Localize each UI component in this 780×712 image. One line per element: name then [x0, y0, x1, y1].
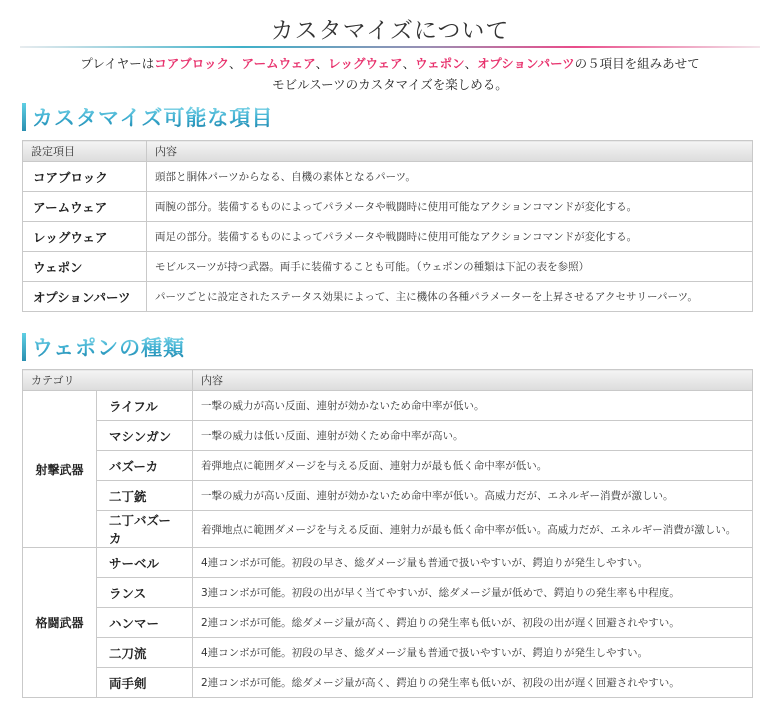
table-row — [23, 548, 753, 578]
weapon-desc: 一撃の威力が高い反面、連射が効かないため命中率が低い。 — [193, 391, 753, 421]
intro-sep: 、 — [315, 56, 329, 71]
weapon-desc: 3連コンボが可能。初段の出が早く当てやすいが、総ダメージ量が低めで、鍔迫りの発生率も中程度。 — [193, 578, 753, 608]
header-content: 内容 — [193, 370, 753, 391]
intro-text — [0, 53, 780, 95]
table-row — [23, 511, 753, 548]
weapon-desc: 2連コンボが可能。総ダメージ量が高く、鍔迫りの発生率も低いが、初段の出が遅く回避されやすい。 — [193, 608, 753, 638]
section-heading-text: カスタマイズ可能な項目 — [32, 102, 273, 132]
intro-item-weapon: ウェポン — [415, 56, 465, 71]
intro-sep: 、 — [402, 56, 416, 71]
weapon-table — [22, 369, 753, 698]
table-row — [23, 451, 753, 481]
page-title: カスタマイズについて — [270, 18, 510, 44]
weapon-desc: 着弾地点に範囲ダメージを与える反面、連射力が最も低く命中率が低い。高威力だが、エネルギー消費が激しい。 — [193, 511, 753, 548]
item-desc: モビルスーツが持つ武器。両手に装備することも可能。（ウェポンの種類は下記の表を参照） — [147, 252, 753, 282]
intro-line-1 — [0, 53, 780, 74]
intro-prefix: プレイヤーは — [80, 56, 155, 71]
section-heading-weapons — [22, 332, 185, 362]
intro-item-arm: アームウェア — [241, 56, 316, 71]
table-row — [23, 282, 753, 312]
table-row — [23, 668, 753, 698]
item-desc: 両腕の部分。装備するものによってパラメータや戦闘時に使用可能なアクションコマンドが変化する。 — [147, 192, 753, 222]
weapon-desc: 4連コンボが可能。初段の早さ、総ダメージ量も普通で扱いやすいが、鍔迫りが発生しやすい。 — [193, 638, 753, 668]
table-row — [23, 481, 753, 511]
intro-item-leg: レッグウェア — [328, 56, 403, 71]
header-item: 設定項目 — [23, 141, 147, 162]
weapon-desc: 着弾地点に範囲ダメージを与える反面、連射力が最も低く命中率が低い。 — [193, 451, 753, 481]
weapon-desc: 一撃の威力が高い反面、連射が効かないため命中率が低い。高威力だが、エネルギー消費が激しい。 — [193, 481, 753, 511]
table-row — [23, 608, 753, 638]
title-divider — [20, 46, 760, 48]
item-desc: 頭部と胴体パーツからなる、自機の素体となるパーツ。 — [147, 162, 753, 192]
category-cell: 格闘武器 — [23, 548, 97, 698]
table-row — [23, 192, 753, 222]
intro-line-2: モビルスーツのカスタマイズを楽しめる。 — [272, 77, 508, 92]
header-content: 内容 — [147, 141, 753, 162]
weapon-name: ライフル — [97, 391, 193, 421]
weapon-name: 二刀流 — [97, 638, 193, 668]
weapon-name: 二丁バズーカ — [97, 511, 193, 548]
weapon-name: バズーカ — [97, 451, 193, 481]
table-row — [23, 252, 753, 282]
section-heading-text: ウェポンの種類 — [32, 332, 185, 362]
weapon-name: 両手剣 — [97, 668, 193, 698]
item-name: レッグウェア — [23, 222, 147, 252]
section-heading-customizable — [22, 102, 273, 132]
intro-sep: 、 — [229, 56, 242, 71]
weapon-desc: 2連コンボが可能。総ダメージ量が高く、鍔迫りの発生率も低いが、初段の出が遅く回避されやすい。 — [193, 668, 753, 698]
weapon-desc: 一撃の威力は低い反面、連射が効くため命中率が高い。 — [193, 421, 753, 451]
item-name: ウェポン — [23, 252, 147, 282]
heading-accent-bar — [22, 333, 26, 361]
intro-item-core: コアブロック — [154, 56, 229, 71]
category-cell: 射撃武器 — [23, 391, 97, 548]
table-row — [23, 421, 753, 451]
item-desc: パーツごとに設定されたステータス効果によって、主に機体の各種パラメーターを上昇させるアクセサリーパーツ。 — [147, 282, 753, 312]
weapon-desc: 4連コンボが可能。初段の早さ、総ダメージ量も普通で扱いやすいが、鍔迫りが発生しやすい。 — [193, 548, 753, 578]
item-name: オプションパーツ — [23, 282, 147, 312]
table-row — [23, 222, 753, 252]
item-desc: 両足の部分。装備するものによってパラメータや戦闘時に使用可能なアクションコマンドが変化する。 — [147, 222, 753, 252]
weapon-name: ランス — [97, 578, 193, 608]
weapon-name: ハンマー — [97, 608, 193, 638]
weapon-name: 二丁銃 — [97, 481, 193, 511]
header-category: カテゴリ — [23, 370, 193, 391]
table-row — [23, 391, 753, 421]
table-row — [23, 162, 753, 192]
table-row — [23, 578, 753, 608]
intro-suffix: の５項目を組みあせて — [574, 56, 700, 71]
weapon-name: サーベル — [97, 548, 193, 578]
table-header-row — [23, 141, 753, 162]
heading-accent-bar — [22, 103, 26, 131]
customize-table — [22, 140, 753, 312]
item-name: コアブロック — [23, 162, 147, 192]
intro-item-option: オプションパーツ — [477, 56, 575, 71]
weapon-name: マシンガン — [97, 421, 193, 451]
table-header-row — [23, 370, 753, 391]
table-row — [23, 638, 753, 668]
item-name: アームウェア — [23, 192, 147, 222]
intro-sep: 、 — [464, 56, 478, 71]
